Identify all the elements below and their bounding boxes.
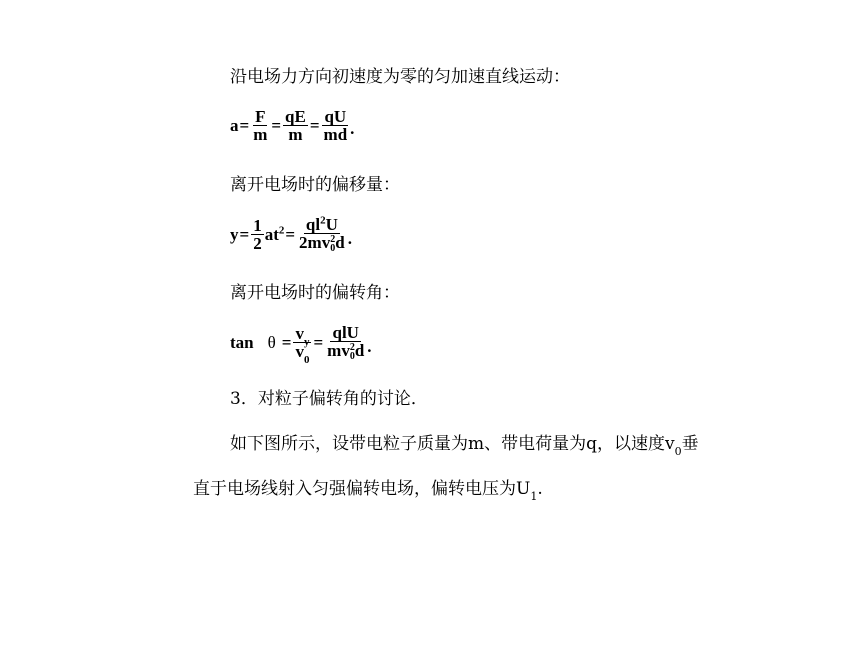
eq1-frac-1-den: m [253,125,268,144]
eq3-equals: = [281,332,292,352]
eq2-frac-1-num: 1 [253,216,262,236]
eq1-lhs: a [230,115,239,135]
eq3-frac-2-den: mv 2 0 d [327,341,365,363]
eq1-period: . [350,119,355,138]
eq1-frac-2-den: m [288,125,303,144]
eq1-frac-3-num: qU [324,107,347,126]
offset-label: 离开电场时的偏移量： [230,175,400,195]
eq1-frac-2 [283,108,308,143]
eq1-equals-3: = [309,115,320,135]
eq1-frac-3 [322,108,350,143]
eq3-frac-2 [325,324,366,361]
section-heading: 3．对粒子偏转角的讨论． [230,389,428,409]
eq2-frac-1-den: 2 [253,234,262,254]
intro-text: 沿电场力方向初速度为零的匀加速直线运动： [230,67,570,87]
eq1-equals: = [239,115,250,135]
eq2-at: $at^2$ [264,223,285,244]
eq1-frac-3-den: md [323,125,348,144]
eq3-equals-2: = [313,332,324,352]
eq2-equals: = [239,224,250,244]
eq2-frac-1 [251,217,264,252]
eq1-equals-2: = [271,115,282,135]
paragraph-line-2: 直于电场线射入匀强偏转电场，偏转电压为$U_1$. [193,479,543,504]
eq3-frac-1-num: $v_y$ [295,324,310,349]
angle-label: 离开电场时的偏转角： [230,283,400,303]
eq1-frac-1-num: F [255,107,266,126]
eq3-frac-1-den: $v_0$ [295,342,310,367]
paragraph-line-1: 如下图所示，设带电粒子质量为m、带电荷量为q，以速度$v_0$垂 [230,434,699,459]
eq3-frac-1 [293,324,311,367]
eq3-theta: θ [267,332,276,352]
eq2-frac-2-num: $ql^2U$ [305,214,338,234]
eq2-equals-2: = [285,224,296,244]
equation-offset [230,216,352,253]
eq3-period: . [367,337,372,357]
eq1-frac-2-num: qE [285,107,306,126]
eq2-frac-2 [297,216,347,253]
eq1-frac-1 [251,108,269,143]
eq2-frac-2-den: 2mv 2 0 d [299,233,345,255]
eq2-period: . [347,229,352,249]
eq3-frac-2-num: qlU [332,323,359,342]
equation-acceleration [230,108,354,143]
eq3-tan: tan [230,332,254,352]
eq2-lhs: y [230,224,239,244]
equation-angle [230,323,372,367]
